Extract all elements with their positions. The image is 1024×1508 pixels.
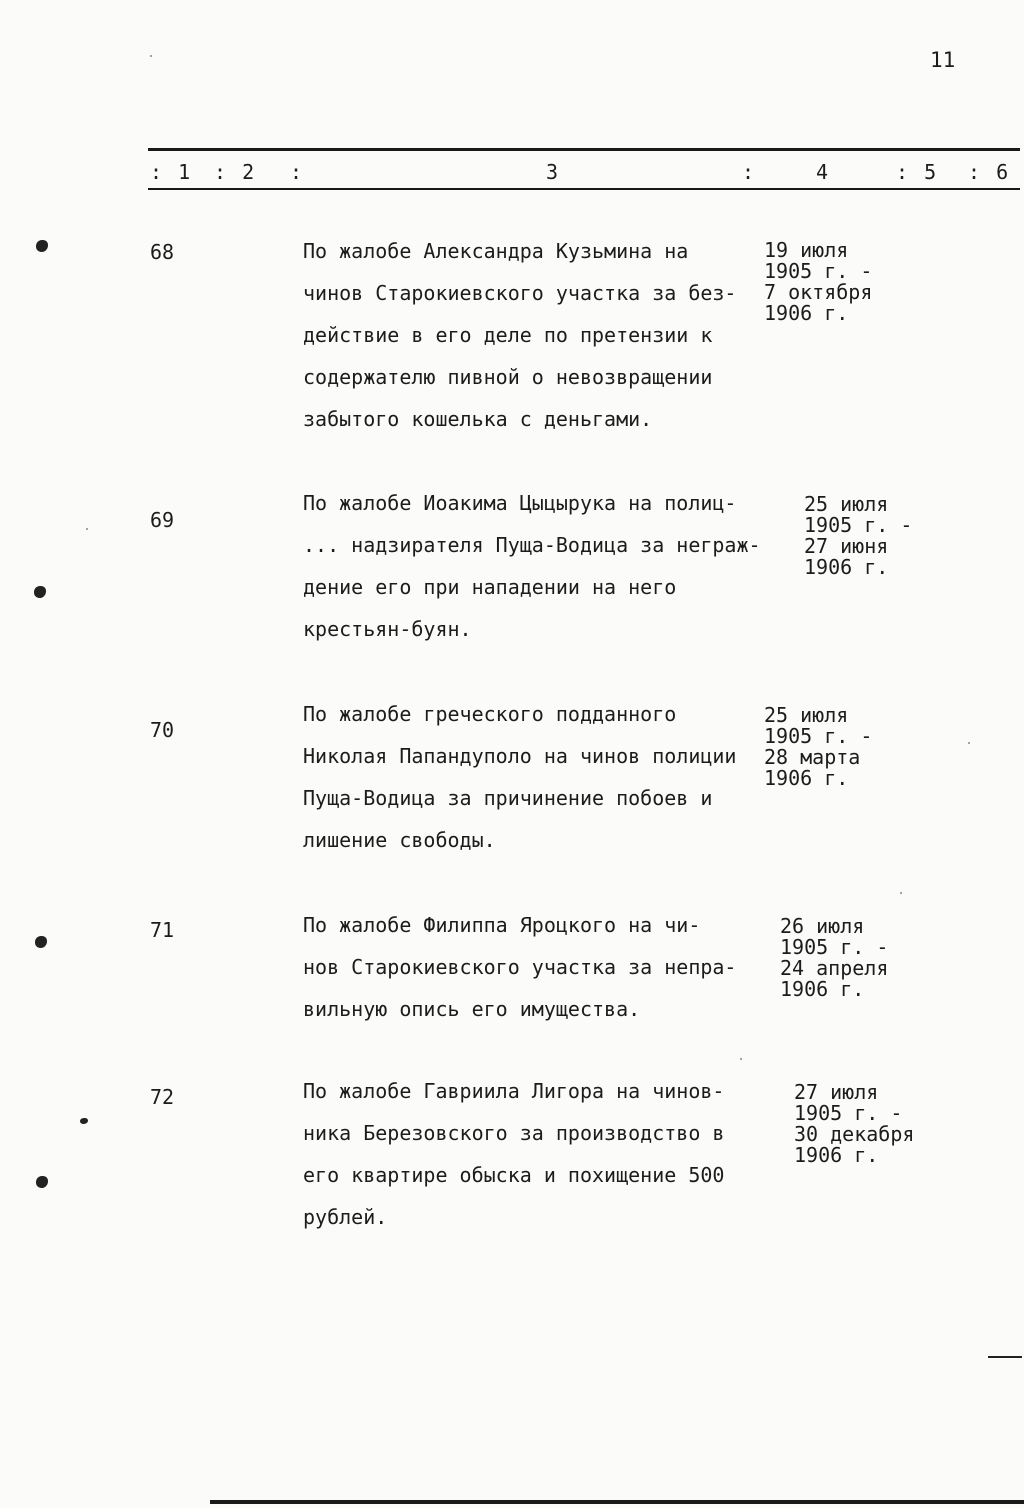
scan-speck [740,1058,742,1060]
entry-number: 72 [150,1085,175,1109]
column-header-separator-2: : [290,160,305,184]
entry-number: 69 [150,508,175,532]
header-top-rule [148,148,1020,151]
entry-text: По жалобе Иоакима Цыцырука на полиц- ... надзирателя Пуща-Водица за неграж- дение его при нападении на него крестьян-буян. [303,491,761,641]
entry-text: По жалобе Александра Кузьмина на чинов Старокиевского участка за без- действие в его деле по претензии к содержателю пивной о невозвращении забытого кошелька с деньгами. [303,239,737,431]
entry-date-range: 26 июля 1905 г. - 24 апреля 1906 г. [780,914,889,1001]
entry-date-range: 19 июля 1905 г. - 7 октября 1906 г. [764,238,873,325]
page-number: 11 [930,48,956,72]
punch-mark [36,1176,48,1188]
margin-stroke [988,1356,1022,1358]
header-bottom-rule [148,188,1020,190]
column-header-6: : 6 [968,160,1011,184]
scan-speck [150,55,152,57]
column-header-3: 3 [546,160,561,184]
entry-text: По жалобе Гавриила Лигора на чинов- ника Березовского за производство в его квартире обыска и похищение 500 рублей. [303,1079,725,1229]
scan-speck [900,892,902,894]
entry-number: 68 [150,240,175,264]
column-header-1: : 1 [150,160,193,184]
column-header-separator-3: : [742,160,757,184]
entry-number: 70 [150,718,175,742]
punch-mark [36,240,48,252]
entry-date-range: 27 июля 1905 г. - 30 декабря 1906 г. [794,1080,915,1167]
bottom-edge [210,1500,1024,1504]
entry-date-range: 25 июля 1905 г. - 28 марта 1906 г. [764,703,873,790]
column-header-2: : 2 [214,160,257,184]
punch-mark [80,1118,88,1124]
punch-mark [35,936,47,948]
scan-speck [86,528,88,530]
entry-number: 71 [150,918,175,942]
column-header-4: 4 [816,160,831,184]
punch-mark [34,586,46,598]
entry-text: По жалобе Филиппа Яроцкого на чи- нов Старокиевского участка за непра- вильную опись его имущества. [303,913,737,1021]
column-header-5: : 5 [896,160,939,184]
scan-speck [968,742,970,744]
entry-text: По жалобе греческого подданного Николая Папандуполо на чинов полиции Пуща-Водица за причинение побоев и лишение свободы. [303,702,737,852]
entry-date-range: 25 июля 1905 г. - 27 июня 1906 г. [804,492,913,579]
